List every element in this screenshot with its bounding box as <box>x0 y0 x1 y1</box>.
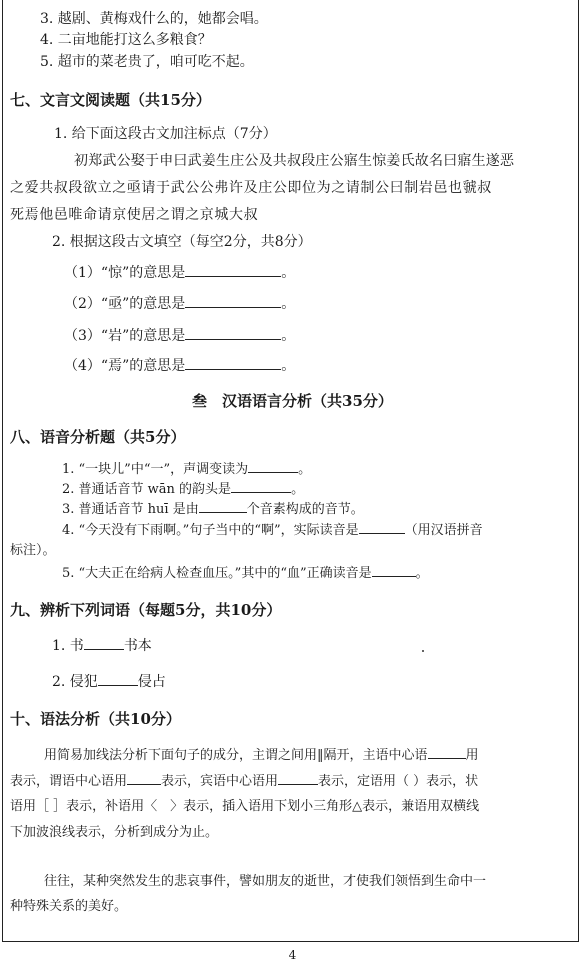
word-pair-2-blank[interactable] <box>98 673 138 686</box>
sentence-item-5: 5. 超市的菜老贵了，咱可吃不起。 <box>40 54 254 70</box>
subject-marker-blank[interactable] <box>428 746 466 759</box>
analysis-sentence-line-2: 种特殊关系的美好。 <box>10 899 128 914</box>
phonetic-q5 <box>62 564 429 583</box>
fill-item-1-end: 。 <box>281 265 296 281</box>
phonetic-q1-text: 1. “一块儿”中“一”，声调变读为 <box>62 462 249 477</box>
grammar-instr-line-3: 语用［ ］表示，补语用〈 〉表示，插入语用下划小三角形△表示，兼语用双横线 <box>10 799 480 814</box>
grammar-instr-1b: 用 <box>465 748 479 763</box>
phonetic-q4-blank[interactable] <box>359 521 405 534</box>
sentence-item-4: 4. 二亩地能打这么多粮食？ <box>40 32 212 48</box>
section-7-heading: 七、文言文阅读题（共15分） <box>10 91 211 109</box>
phonetic-q1 <box>62 460 311 479</box>
word-pair-2-a: 2. 侵犯 <box>52 674 98 690</box>
phonetic-q4-text: 4. “今天没有下雨啊。”句子当中的“啊”，实际读音是 <box>62 523 359 538</box>
fill-item-4-end: 。 <box>281 358 296 374</box>
fill-blank-4[interactable] <box>185 357 281 370</box>
fill-item-1-label: （1）“惊”的意思是 <box>64 265 186 281</box>
word-pair-1 <box>52 637 152 655</box>
phonetic-q3-text: 3. 普通话音节 huī 是由 <box>62 502 199 517</box>
phonetic-q2-end: 。 <box>291 482 305 497</box>
phonetic-q1-end: 。 <box>298 462 312 477</box>
phonetic-q4-tail: （用汉语拼音 <box>404 523 483 538</box>
word-pair-2-b: 侵占 <box>137 674 166 690</box>
fill-item-3-end: 。 <box>281 328 296 344</box>
fill-item-2-end: 。 <box>281 296 296 312</box>
fill-item-3 <box>64 327 295 345</box>
phonetic-q4 <box>62 521 483 540</box>
fill-blank-2[interactable] <box>185 295 281 308</box>
fill-item-3-label: （3）“岩”的意思是 <box>64 328 186 344</box>
grammar-instr-2c: 表示，定语用（ ）表示，状 <box>318 774 479 789</box>
fill-blank-3[interactable] <box>185 327 281 340</box>
grammar-instr-line-4: 下加波浪线表示，分析到成分为止。 <box>10 825 219 840</box>
phonetic-q3-end: 个音素构成的音节。 <box>246 502 364 517</box>
phonetic-q5-text: 5. “大夫正在给病人检查血压。”其中的“血”正确读音是 <box>62 566 372 581</box>
fill-item-4-label: （4）“焉”的意思是 <box>64 358 186 374</box>
word-pair-1-blank[interactable] <box>84 637 124 650</box>
grammar-instr-2a: 表示，谓语中心语用 <box>10 774 128 789</box>
phonetic-q2-text: 2. 普通话音节 wān 的韵头是 <box>62 482 232 497</box>
sentence-item-3: 3. 越剧、黄梅戏什么的，她都会唱。 <box>40 11 268 27</box>
section-8-heading: 八、语音分析题（共5分） <box>10 428 186 446</box>
stray-mark <box>422 650 424 652</box>
fill-blank-1[interactable] <box>185 264 281 277</box>
word-pair-2 <box>52 673 166 691</box>
fill-item-4 <box>64 357 295 375</box>
section-7-q2: 2. 根据这段古文填空（每空2分，共8分） <box>52 234 312 250</box>
predicate-marker-blank[interactable] <box>127 772 161 785</box>
object-marker-blank[interactable] <box>278 772 318 785</box>
grammar-instr-line-2 <box>10 772 478 791</box>
analysis-sentence-line-1: 往往，某种突然发生的悲哀事件，譬如朋友的逝世，才使我们领悟到生命中一 <box>44 874 487 889</box>
passage-line-2: 之爱共叔段欲立之亟请于武公公弗许及庄公即位为之请制公曰制岩邑也虢叔 <box>10 180 492 196</box>
phonetic-q5-end: 。 <box>415 566 429 581</box>
phonetic-q3-blank[interactable] <box>199 500 247 513</box>
phonetic-q1-blank[interactable] <box>248 460 298 473</box>
phonetic-q4-cont: 标注）。 <box>10 543 56 558</box>
word-pair-1-a: 1. 书 <box>52 638 84 654</box>
phonetic-q2 <box>62 480 304 499</box>
part-3-title: 叁 汉语语言分析（共35分） <box>192 392 393 410</box>
section-10-heading: 十、语法分析（共10分） <box>10 710 181 728</box>
fill-item-2 <box>64 295 295 313</box>
grammar-instr-line-1 <box>44 746 479 765</box>
fill-item-1 <box>64 264 295 282</box>
phonetic-q5-blank[interactable] <box>372 564 416 577</box>
phonetic-q3 <box>62 500 364 519</box>
section-7-q1: 1. 给下面这段古文加注标点（7分） <box>54 126 277 142</box>
passage-line-3: 死焉他邑唯命请京使居之谓之京城大叔 <box>10 207 259 223</box>
section-9-heading: 九、辨析下列词语（每题5分，共10分） <box>10 601 282 619</box>
passage-line-1: 初郑武公娶于申曰武姜生庄公及共叔段庄公寤生惊姜氏故名曰寤生遂恶 <box>74 153 515 169</box>
grammar-instr-1a: 用简易加线法分析下面句子的成分，主谓之间用‖隔开，主语中心语 <box>44 748 428 763</box>
phonetic-q2-blank[interactable] <box>231 480 291 493</box>
grammar-instr-2b: 表示，宾语中心语用 <box>161 774 279 789</box>
page-number: 4 <box>288 948 297 962</box>
word-pair-1-b: 书本 <box>123 638 152 654</box>
fill-item-2-label: （2）“亟”的意思是 <box>64 296 186 312</box>
